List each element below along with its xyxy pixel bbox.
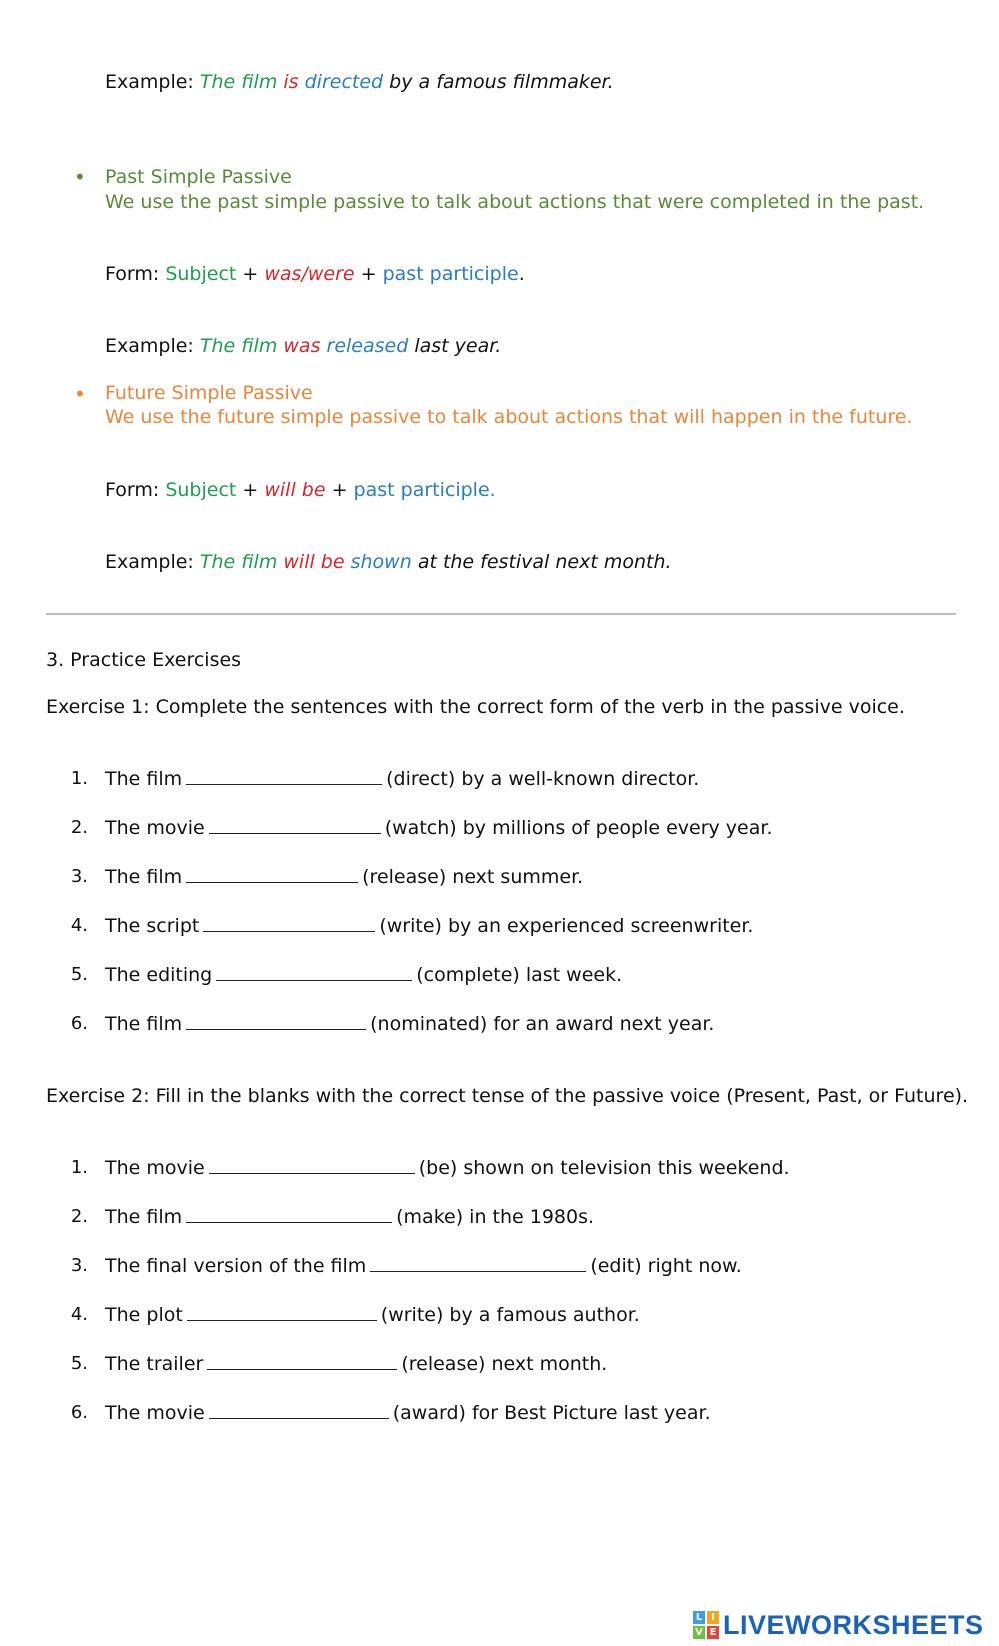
answer-blank[interactable]	[203, 915, 375, 932]
form-participle: past participle.	[353, 479, 496, 501]
item-number: 1.	[70, 1157, 88, 1178]
example-aux: is	[283, 71, 299, 93]
exercise-item	[105, 865, 583, 889]
logo-block: L	[693, 1611, 705, 1624]
form-plus: +	[331, 479, 348, 501]
exercise-item	[105, 1205, 594, 1229]
item-text-before: The film	[105, 866, 183, 888]
example-aux: will be	[283, 551, 345, 573]
example-label: Example:	[105, 551, 194, 573]
item-text-after: (release) next month.	[401, 1353, 608, 1375]
item-number: 3.	[70, 866, 88, 887]
example-subject: The film	[199, 551, 278, 573]
example-rest: at the festival next month.	[417, 551, 672, 573]
exercise-item	[105, 816, 773, 840]
example-subject: The film	[199, 71, 278, 93]
form-plus: +	[360, 263, 377, 285]
answer-blank[interactable]	[207, 1353, 397, 1370]
exercise-item	[105, 767, 699, 791]
example-participle: released	[326, 335, 409, 357]
exercise-item	[105, 963, 622, 987]
item-text-after: (make) in the 1980s.	[396, 1206, 595, 1228]
form-participle: past participle	[382, 263, 519, 285]
future-simple-example	[105, 550, 672, 574]
item-number: 6.	[70, 1402, 88, 1423]
item-number: 5.	[70, 964, 88, 985]
example-aux: was	[283, 335, 321, 357]
item-text-after: (nominated) for an award next year.	[370, 1013, 715, 1035]
exercise-item	[105, 1012, 714, 1036]
form-aux: will be	[264, 479, 326, 501]
item-text-after: (complete) last week.	[416, 964, 623, 986]
item-number: 4.	[70, 915, 88, 936]
past-simple-description: We use the past simple passive to talk about actions that were completed in the past.	[105, 191, 925, 213]
item-number: 1.	[70, 768, 88, 789]
item-text-after: (watch) by millions of people every year.	[384, 817, 773, 839]
section-divider	[46, 613, 956, 615]
item-text-before: The movie	[105, 1402, 205, 1424]
future-simple-form	[105, 478, 496, 502]
example-participle: shown	[350, 551, 412, 573]
past-simple-example	[105, 334, 501, 358]
item-text-after: (write) by an experienced screenwriter.	[379, 915, 754, 937]
item-text-before: The movie	[105, 817, 205, 839]
form-subject: Subject	[165, 479, 237, 501]
exercise-item	[105, 1156, 790, 1180]
form-label: Form:	[105, 479, 160, 501]
form-end: .	[518, 263, 525, 285]
item-text-after: (release) next summer.	[362, 866, 584, 888]
form-plus: +	[242, 479, 259, 501]
exercise1-title: Exercise 1: Complete the sentences with the correct form of the verb in the passive voice.	[46, 696, 905, 718]
item-number: 5.	[70, 1353, 88, 1374]
item-text-before: The movie	[105, 1157, 205, 1179]
item-text-before: The film	[105, 768, 183, 790]
item-number: 2.	[70, 1206, 88, 1227]
example-participle: directed	[304, 71, 384, 93]
logo-block: I	[707, 1611, 719, 1624]
form-plus: +	[242, 263, 259, 285]
exercise2-title: Exercise 2: Fill in the blanks with the correct tense of the passive voice (Present, Past, or Future).	[46, 1085, 969, 1107]
future-simple-description: We use the future simple passive to talk about actions that will happen in the future.	[105, 406, 913, 428]
example-rest: last year.	[414, 335, 502, 357]
answer-blank[interactable]	[187, 1304, 377, 1321]
item-text-after: (direct) by a well-known director.	[386, 768, 700, 790]
liveworksheets-logo	[693, 1609, 984, 1641]
item-text-before: The trailer	[105, 1353, 204, 1375]
example-label: Example:	[105, 335, 194, 357]
item-text-before: The film	[105, 1206, 183, 1228]
practice-heading: 3. Practice Exercises	[46, 649, 242, 671]
answer-blank[interactable]	[186, 768, 382, 785]
past-simple-title: Past Simple Passive	[105, 166, 292, 188]
present-example	[105, 70, 614, 94]
answer-blank[interactable]	[186, 1206, 392, 1223]
example-subject: The film	[199, 335, 278, 357]
exercise-item	[105, 1352, 607, 1376]
item-number: 6.	[70, 1013, 88, 1034]
exercise-item	[105, 914, 753, 938]
exercise-item	[105, 1254, 742, 1278]
logo-block: V	[693, 1626, 705, 1639]
item-text-after: (edit) right now.	[590, 1255, 742, 1277]
answer-blank[interactable]	[216, 964, 412, 981]
answer-blank[interactable]	[186, 866, 358, 883]
logo-text: LIVEWORKSHEETS	[723, 1609, 984, 1640]
exercise-item	[105, 1303, 640, 1327]
future-simple-title: Future Simple Passive	[105, 382, 313, 404]
past-simple-bullet: •	[74, 165, 86, 189]
item-text-before: The plot	[105, 1304, 183, 1326]
item-text-before: The final version of the film	[105, 1255, 367, 1277]
item-number: 3.	[70, 1255, 88, 1276]
form-label: Form:	[105, 263, 160, 285]
item-number: 2.	[70, 817, 88, 838]
answer-blank[interactable]	[186, 1013, 366, 1030]
logo-block: E	[707, 1626, 719, 1639]
item-number: 4.	[70, 1304, 88, 1325]
item-text-before: The editing	[105, 964, 213, 986]
logo-blocks-icon	[693, 1611, 719, 1639]
answer-blank[interactable]	[370, 1255, 586, 1272]
example-label: Example:	[105, 71, 194, 93]
example-rest: by a famous filmmaker.	[389, 71, 614, 93]
item-text-before: The script	[105, 915, 200, 937]
future-simple-bullet: •	[74, 382, 86, 406]
exercise-item	[105, 1401, 711, 1425]
item-text-after: (write) by a famous author.	[380, 1304, 640, 1326]
form-aux: was/were	[264, 263, 355, 285]
past-simple-form	[105, 262, 525, 286]
item-text-before: The film	[105, 1013, 183, 1035]
item-text-after: (award) for Best Picture last year.	[392, 1402, 711, 1424]
answer-blank[interactable]	[209, 817, 381, 834]
form-subject: Subject	[165, 263, 237, 285]
answer-blank[interactable]	[209, 1157, 415, 1174]
item-text-after: (be) shown on television this weekend.	[418, 1157, 790, 1179]
answer-blank[interactable]	[209, 1402, 389, 1419]
